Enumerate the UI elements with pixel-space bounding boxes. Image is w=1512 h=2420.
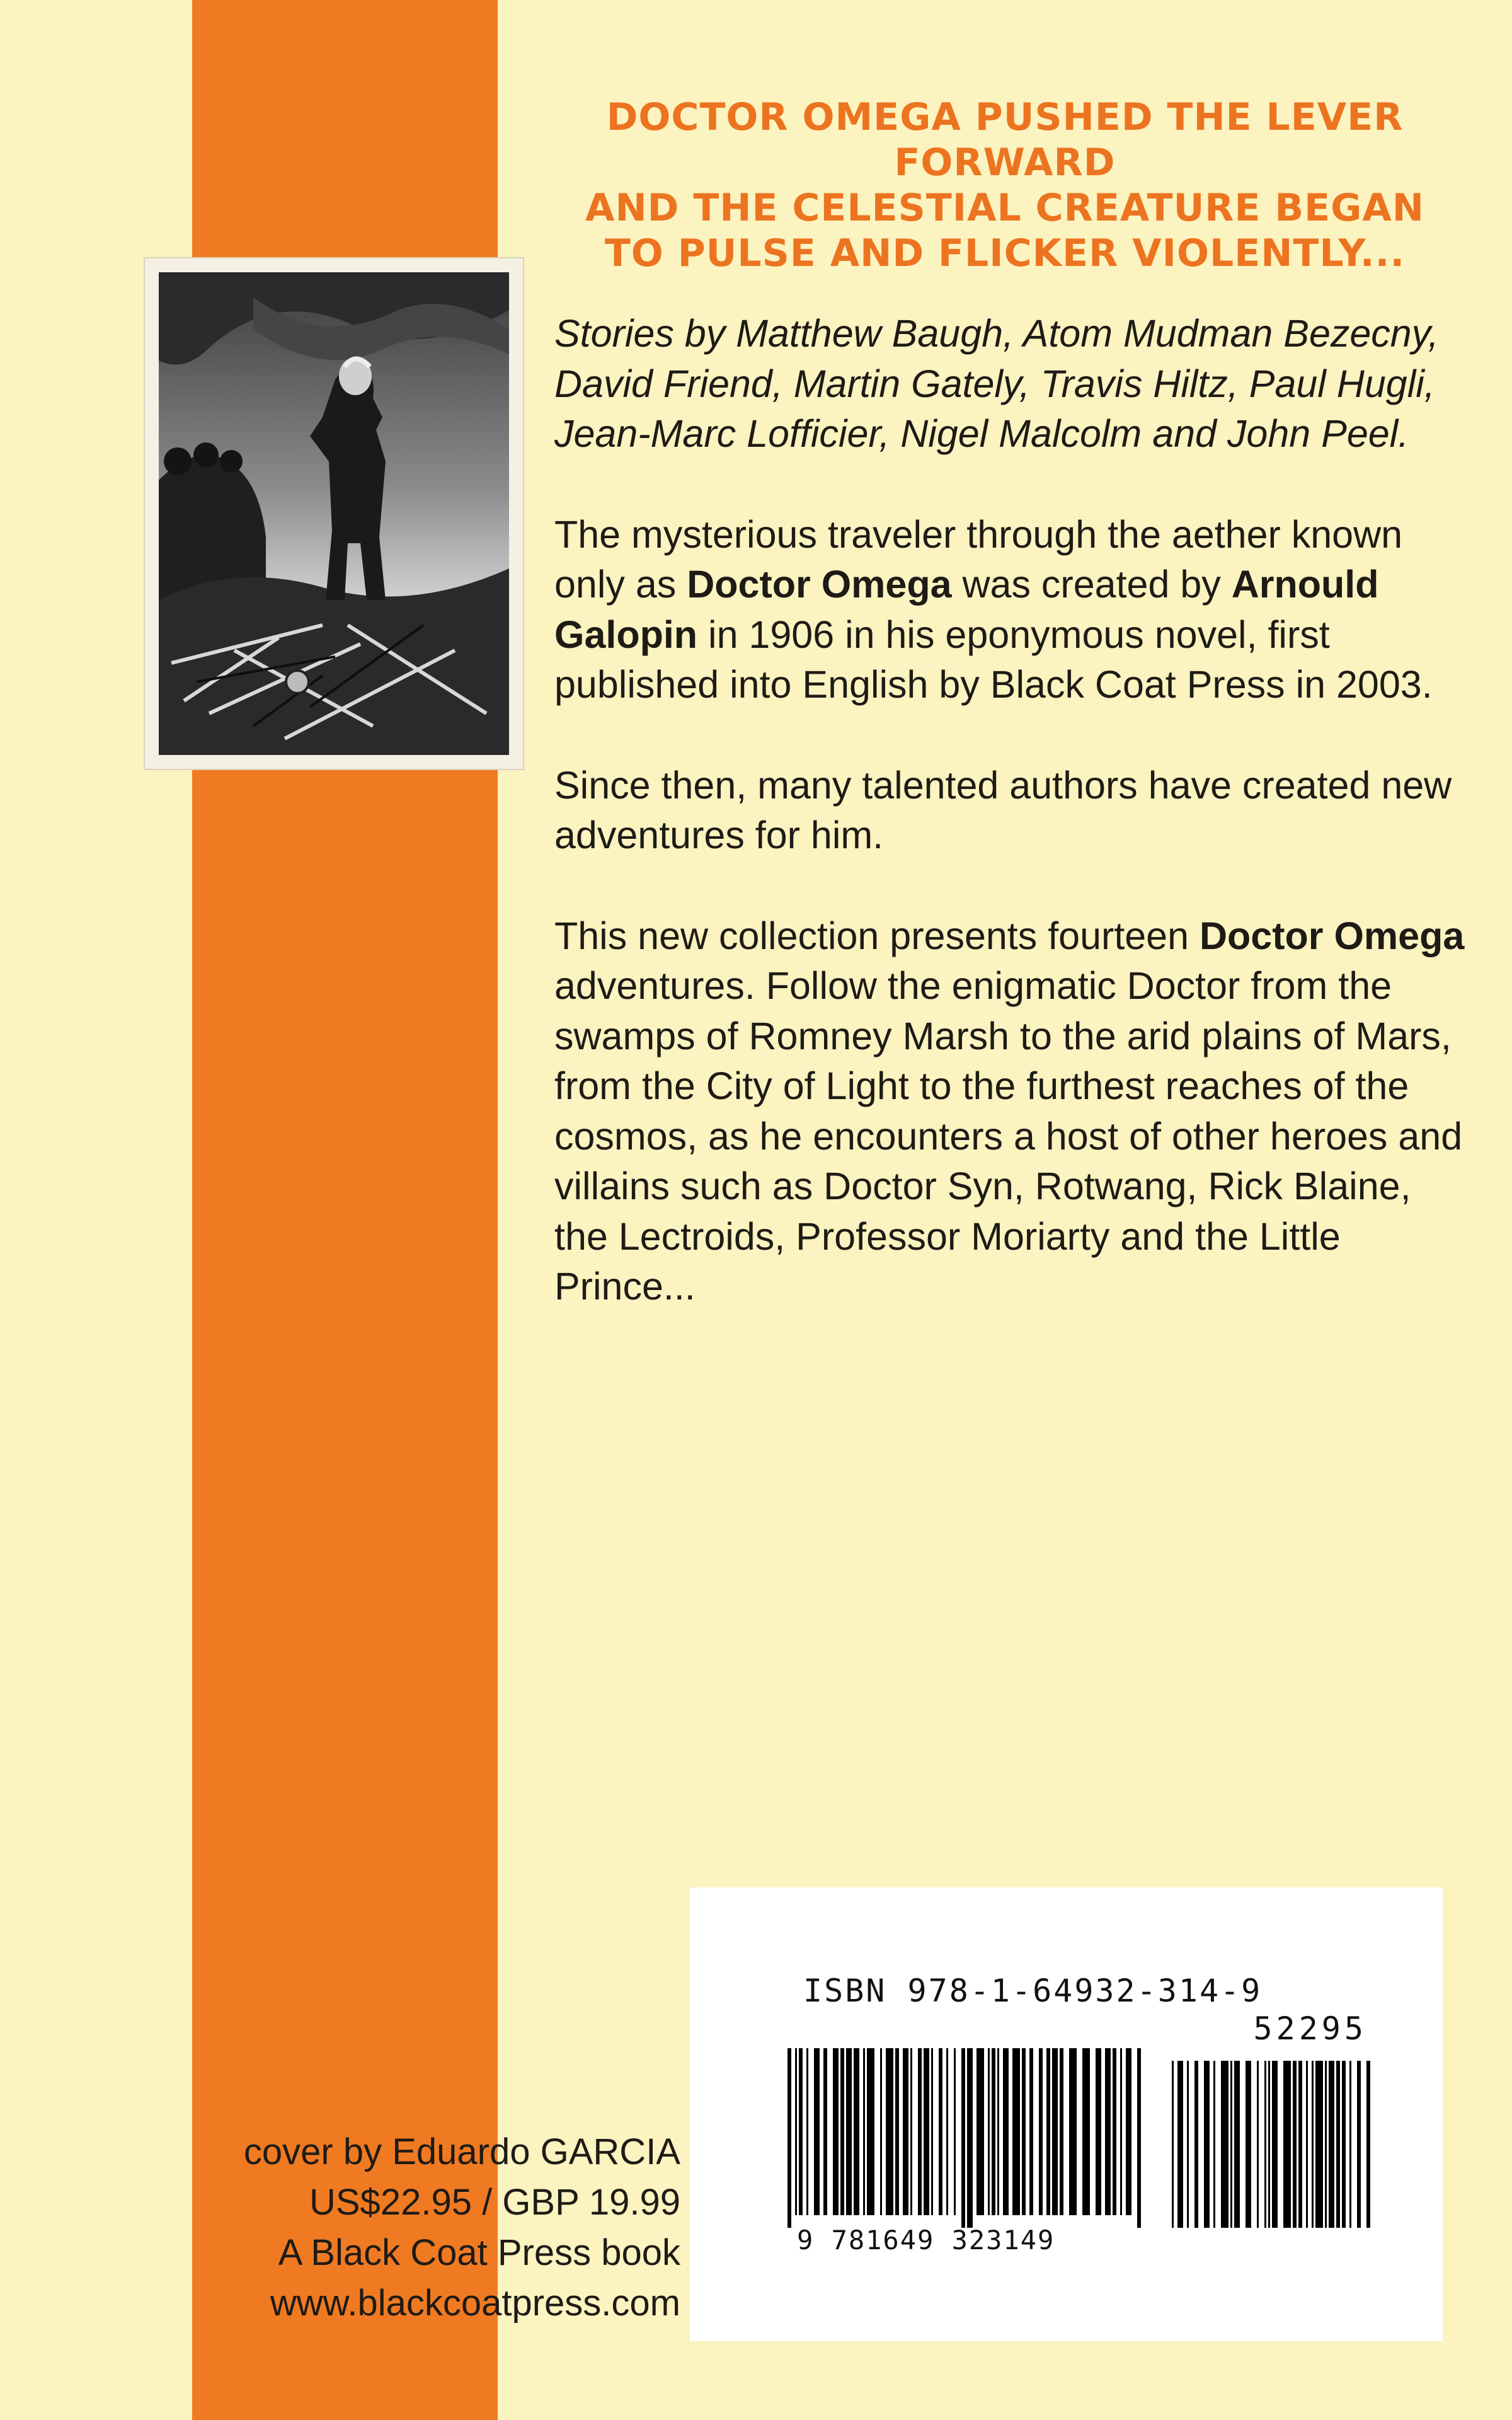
- barcode-bar: [1113, 2048, 1116, 2215]
- barcode-addon-bar: [1246, 2061, 1251, 2228]
- barcode-bar: [976, 2048, 984, 2215]
- barcode-bar: [1126, 2048, 1131, 2215]
- price-code: 52295: [1253, 2010, 1367, 2047]
- barcode-bar: [954, 2048, 956, 2215]
- barcode-addon-bar: [1221, 2061, 1228, 2228]
- barcode-bar: [1022, 2048, 1026, 2215]
- barcode-bar: [1052, 2048, 1058, 2215]
- collection-paragraph: [554, 911, 1468, 1312]
- barcode-bar: [788, 2048, 791, 2228]
- barcode-bar: [1060, 2048, 1063, 2215]
- barcode-bar: [988, 2048, 990, 2215]
- origin-text-1: The mysterious traveler through the aether known only as: [554, 512, 1403, 606]
- barcode-bar: [1120, 2048, 1122, 2215]
- barcode-bar: [903, 2048, 908, 2215]
- barcode-bar: [886, 2048, 893, 2215]
- barcode-addon-bar: [1272, 2061, 1278, 2228]
- barcode-bar: [918, 2048, 922, 2215]
- barcode-bar: [961, 2048, 965, 2228]
- barcode-bar: [1039, 2048, 1043, 2215]
- barcode-addon-bar: [1213, 2061, 1215, 2228]
- collection-text-2: adventures. Follow the enigmatic Doctor from the swamps of Romney Marsh to the arid plains of Mars, from the City of Light to the furthest reaches of the cosmos, as he encounters a host of other heroes and villains such as Doctor Syn, Rotwang, Rick Blaine, the Lectroids, Professor Moriarty and the Little Prince...: [554, 964, 1463, 1308]
- barcode-addon-bar: [1204, 2061, 1210, 2228]
- website-link[interactable]: www.blackcoatpress.com: [270, 2283, 680, 2324]
- barcode-bar: [823, 2048, 827, 2215]
- barcode-bar: [863, 2048, 865, 2215]
- publisher: A Black Coat Press book: [278, 2232, 680, 2273]
- tagline: [498, 95, 1512, 276]
- barcode-addon-bar: [1172, 2061, 1174, 2228]
- authors-paragraph: Stories by Matthew Baugh, Atom Mudman Bezecny, David Friend, Martin Gately, Travis Hiltz, Paul Hugli, Jean-Marc Lofficier, Nigel Malcolm and John Peel.: [554, 312, 1439, 455]
- barcode-bar: [806, 2048, 808, 2215]
- barcode-bar: [867, 2048, 874, 2215]
- barcode-box: [690, 1887, 1443, 2341]
- barcode-bar: [946, 2048, 948, 2215]
- barcode-addon-bar: [1177, 2061, 1183, 2228]
- doctor-omega-name: Doctor Omega: [687, 563, 952, 606]
- barcode-bar: [910, 2048, 912, 2215]
- barcode-bar: [924, 2048, 929, 2215]
- barcode-bar: [1137, 2048, 1141, 2228]
- barcode-addon-bar: [1349, 2061, 1351, 2228]
- credits: [126, 2127, 680, 2329]
- origin-text-2: was created by: [951, 563, 1232, 606]
- barcode-addon-bar: [1268, 2061, 1270, 2228]
- barcode-addon-bar: [1187, 2061, 1189, 2228]
- tagline-line-3: TO PULSE AND FLICKER VIOLENTLY...: [604, 231, 1406, 275]
- barcode-bar: [939, 2048, 942, 2215]
- barcode-addon-bar: [1257, 2061, 1259, 2228]
- barcode-bar: [854, 2048, 859, 2215]
- barcode-bar: [1105, 2048, 1111, 2215]
- collection-text-1: This new collection presents fourteen: [554, 914, 1200, 957]
- since-paragraph: Since then, many talented authors have created new adventures for him.: [554, 763, 1452, 856]
- barcode-bar: [846, 2048, 852, 2215]
- barcode-addon-bar: [1298, 2061, 1302, 2228]
- barcode-bar: [992, 2048, 995, 2215]
- barcode-bar: [1069, 2048, 1077, 2215]
- barcode-bar: [967, 2048, 973, 2228]
- barcode-addon-bar: [1306, 2061, 1308, 2228]
- barcode-bar: [814, 2048, 820, 2215]
- barcode-bar: [997, 2048, 999, 2215]
- barcode-addon-bar: [1357, 2061, 1361, 2228]
- barcode-addon-bar: [1312, 2061, 1314, 2228]
- barcode-bar: [1046, 2048, 1050, 2215]
- barcode-bar: [799, 2048, 803, 2215]
- ean-digits: 9 781649 323149: [797, 2225, 1055, 2256]
- cover-illustration: [145, 258, 523, 769]
- barcode-bar: [1003, 2048, 1009, 2215]
- barcode-addon-bar: [1315, 2061, 1323, 2228]
- doctor-omega-name-2: Doctor Omega: [1199, 914, 1465, 957]
- barcode-addon-bar: [1230, 2061, 1232, 2228]
- origin-text-3: in 1906 in his eponymous novel, first published into English by Black Coat Press in 2003.: [554, 613, 1433, 706]
- back-cover-text: [554, 309, 1468, 1363]
- barcode-addon-bar: [1342, 2061, 1346, 2228]
- barcode-bar: [1096, 2048, 1101, 2215]
- barcode-bar: [1012, 2048, 1020, 2215]
- price: US$22.95 / GBP 19.99: [309, 2182, 680, 2223]
- origin-paragraph: [554, 510, 1468, 710]
- isbn-label: ISBN 978-1-64932-314-9: [803, 1973, 1263, 2009]
- cover-credit: cover by Eduardo GARCIA: [243, 2131, 680, 2172]
- engraving-illustration-icon: [159, 272, 509, 755]
- barcode-addon-bar: [1283, 2061, 1291, 2228]
- barcode-addon-bar: [1264, 2061, 1266, 2228]
- barcode-addon-bar: [1293, 2061, 1297, 2228]
- barcode-bar: [795, 2048, 797, 2215]
- tagline-line-1: DOCTOR OMEGA PUSHED THE LEVER FORWARD: [606, 95, 1404, 185]
- barcode-bar: [1082, 2048, 1090, 2215]
- barcode-bar: [880, 2048, 882, 2215]
- barcode-addon-bar: [1325, 2061, 1327, 2228]
- barcode-addon-bar: [1366, 2061, 1370, 2228]
- barcode-bar: [833, 2048, 839, 2215]
- barcode-bar: [895, 2048, 899, 2215]
- barcode-bar: [1029, 2048, 1033, 2215]
- barcode-addon-bar: [1329, 2061, 1334, 2228]
- barcode-addon-bar: [1234, 2061, 1240, 2228]
- barcode-addon-bar: [1336, 2061, 1340, 2228]
- tagline-line-2: AND THE CELESTIAL CREATURE BEGAN: [585, 186, 1424, 230]
- barcode-bar: [931, 2048, 933, 2215]
- barcode-icon: [788, 2048, 1373, 2231]
- barcode-bar: [840, 2048, 844, 2215]
- author-name: Arnould Galopin: [554, 563, 1379, 656]
- barcode-addon-bar: [1194, 2061, 1198, 2228]
